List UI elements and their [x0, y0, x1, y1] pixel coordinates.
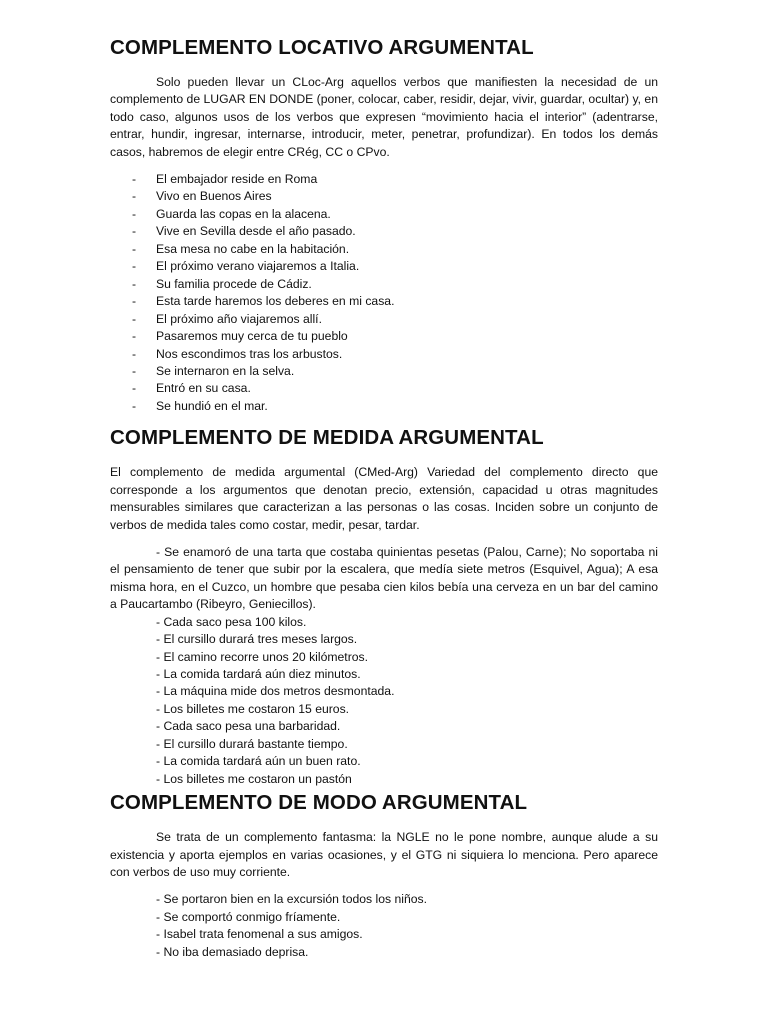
example-list	[110, 891, 658, 961]
list-item: - Los billetes me costaron 15 euros.	[156, 701, 350, 716]
list-item: - La comida tardará aún un buen rato.	[156, 754, 361, 769]
list-item: - Pasaremos muy cerca de tu pueblo	[110, 328, 658, 345]
list-item: - Se internaron en la selva.	[110, 363, 658, 380]
section-medida	[110, 426, 658, 788]
list-item: - La máquina mide dos metros desmontada.	[156, 684, 395, 699]
list-item: - Esa mesa no cabe en la habitación.	[110, 241, 658, 258]
list-item: - Se comportó conmigo fríamente.	[156, 909, 341, 924]
list-item: - Cada saco pesa una barbaridad.	[156, 719, 341, 734]
list-item: - Los billetes me costaron un pastón	[156, 771, 352, 786]
list-item: - El cursillo durará bastante tiempo.	[156, 736, 348, 751]
quote-paragraph: - Se enamoró de una tarta que costaba quinientas pesetas (Palou, Carne); No soportaba ni el pensamiento de tener que subir por la escalera, que medía siete metros (Esquivel, Agua); A esa misma hora, en el Cuzco, un hombre que pesaba cien kilos bebía una cerveza en un bar del camino a Paucartambo (Ribeyro, Geniecillos).	[110, 545, 658, 612]
list-item: - Su familia procede de Cádiz.	[110, 276, 658, 293]
section-title: COMPLEMENTO DE MODO ARGUMENTAL	[110, 791, 528, 815]
list-item: - El próximo año viajaremos allí.	[110, 311, 658, 328]
list-item: - Cada saco pesa 100 kilos.	[156, 614, 307, 629]
list-item: - Guarda las copas en la alacena.	[110, 206, 658, 223]
example-list	[110, 614, 658, 789]
list-item: - Entró en su casa.	[110, 380, 658, 397]
list-item: - Nos escondimos tras los arbustos.	[110, 346, 658, 363]
list-item: - El embajador reside en Roma	[110, 171, 658, 188]
list-item: - Se portaron bien en la excursión todos los niños.	[156, 892, 427, 907]
section-title: COMPLEMENTO DE MEDIDA ARGUMENTAL	[110, 426, 544, 450]
section-paragraph: Se trata de un complemento fantasma: la NGLE no le pone nombre, aunque alude a su existencia y aporta ejemplos en varias ocasiones, y el GTG ni siquiera lo menciona. Pero aparece con verbos de uso muy corriente.	[110, 830, 658, 879]
list-item: - La comida tardará aún diez minutos.	[156, 666, 361, 681]
section-locativo	[110, 36, 658, 415]
section-modo	[110, 791, 658, 961]
list-item: - El camino recorre unos 20 kilómetros.	[156, 649, 369, 664]
list-item: - Vive en Sevilla desde el año pasado.	[110, 223, 658, 240]
list-item: - El cursillo durará tres meses largos.	[156, 632, 358, 647]
section-paragraph: El complemento de medida argumental (CMed-Arg) Variedad del complemento directo que corresponde a los argumentos que denotan precio, extensión, capacidad u otras magnitudes mensurables similares que caracterizan a las personas o las cosas. Inciden sobre un conjunto de verbos de medida tales como costar, medir, pesar, tardar.	[110, 465, 658, 532]
section-title: COMPLEMENTO LOCATIVO ARGUMENTAL	[110, 36, 534, 59]
list-item: - Vivo en Buenos Aires	[110, 188, 658, 205]
example-list	[110, 171, 658, 415]
list-item: - No iba demasiado deprisa.	[156, 944, 309, 959]
list-item: - Esta tarde haremos los deberes en mi casa.	[110, 293, 658, 310]
list-item: - El próximo verano viajaremos a Italia.	[110, 258, 658, 275]
list-item: - Se hundió en el mar.	[110, 398, 658, 415]
section-paragraph: Solo pueden llevar un CLoc-Arg aquellos verbos que manifiesten la necesidad de un complemento de LUGAR EN DONDE (poner, colocar, caber, residir, dejar, vivir, guardar, ocultar) y, en todo caso, algunos usos de los verbos que expresen “movimiento hacia el interior” (adentrarse, entrar, hundir, ingresar, internarse, introducir, meter, penetrar, profundizar). En todos los demás casos, habremos de elegir entre CRég, CC o CPvo.	[110, 75, 658, 159]
list-item: - Isabel trata fenomenal a sus amigos.	[156, 927, 363, 942]
